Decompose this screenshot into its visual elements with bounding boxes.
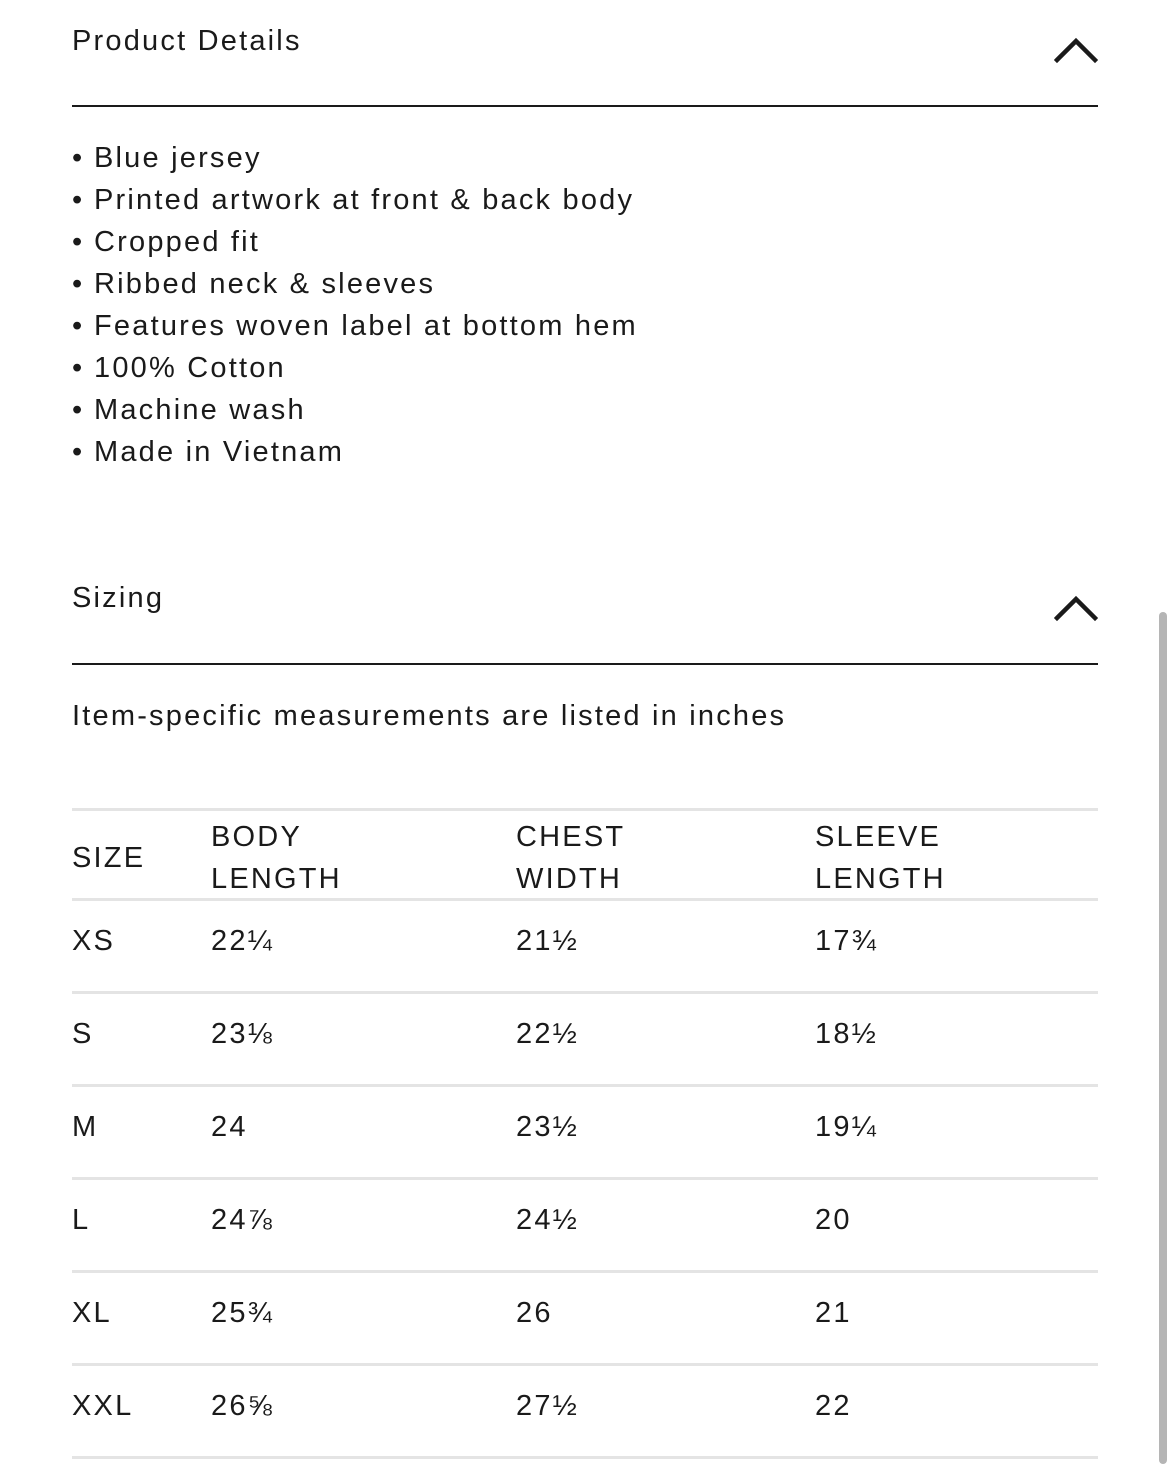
product-details-list: [72, 137, 638, 473]
column-header-chest-width: CHEST WIDTH: [516, 821, 626, 895]
body-length-cell: 24: [211, 1111, 248, 1143]
scrollbar[interactable]: [1159, 612, 1167, 1464]
list-item: • Cropped fit: [72, 226, 261, 258]
body-length-cell: 24⅞: [211, 1204, 275, 1236]
chest-width-cell: 27½: [516, 1390, 580, 1422]
chevron-up-icon[interactable]: [1054, 34, 1098, 64]
chest-width-cell: 24½: [516, 1204, 580, 1236]
table-row: [72, 1180, 1098, 1273]
body-length-cell: 23⅛: [211, 1018, 275, 1050]
column-header-size: SIZE: [72, 842, 146, 874]
list-item: • 100% Cotton: [72, 352, 286, 384]
list-item: • Made in Vietnam: [72, 436, 345, 468]
list-item: • Ribbed neck & sleeves: [72, 268, 436, 300]
list-item: • Blue jersey: [72, 142, 262, 174]
table-row: [72, 901, 1098, 994]
size-cell: XS: [72, 925, 116, 957]
list-item: • Features woven label at bottom hem: [72, 310, 638, 342]
size-table: [72, 808, 1098, 1459]
chest-width-cell: 21½: [516, 925, 580, 957]
sizing-header[interactable]: [72, 560, 1098, 665]
chest-width-cell: 22½: [516, 1018, 580, 1050]
table-header-row: [72, 808, 1098, 901]
sleeve-length-cell: 20: [815, 1204, 852, 1236]
size-cell: XL: [72, 1297, 112, 1329]
sleeve-length-cell: 19¼: [815, 1111, 879, 1143]
table-row: [72, 994, 1098, 1087]
product-details-title: Product Details: [72, 25, 302, 57]
chevron-up-icon[interactable]: [1054, 592, 1098, 622]
product-details-header[interactable]: [72, 0, 1098, 107]
chest-width-cell: 23½: [516, 1111, 580, 1143]
measurement-note: Item-specific measurements are listed in inches: [72, 700, 787, 732]
body-length-cell: 26⅝: [211, 1390, 275, 1422]
list-item: • Printed artwork at front & back body: [72, 184, 635, 216]
sleeve-length-cell: 21: [815, 1297, 852, 1329]
size-cell: L: [72, 1204, 91, 1236]
sleeve-length-cell: 22: [815, 1390, 852, 1422]
sleeve-length-cell: 18½: [815, 1018, 879, 1050]
body-length-cell: 22¼: [211, 925, 275, 957]
list-item: • Machine wash: [72, 394, 306, 426]
sizing-title: Sizing: [72, 582, 165, 614]
table-row: [72, 1366, 1098, 1459]
size-cell: XXL: [72, 1390, 134, 1422]
body-length-cell: 25¾: [211, 1297, 275, 1329]
column-header-body-length: BODY LENGTH: [211, 821, 342, 895]
size-cell: M: [72, 1111, 99, 1143]
chest-width-cell: 26: [516, 1297, 553, 1329]
sleeve-length-cell: 17¾: [815, 925, 879, 957]
column-header-sleeve-length: SLEEVE LENGTH: [815, 821, 946, 895]
table-row: [72, 1273, 1098, 1366]
table-row: [72, 1087, 1098, 1180]
size-cell: S: [72, 1018, 94, 1050]
